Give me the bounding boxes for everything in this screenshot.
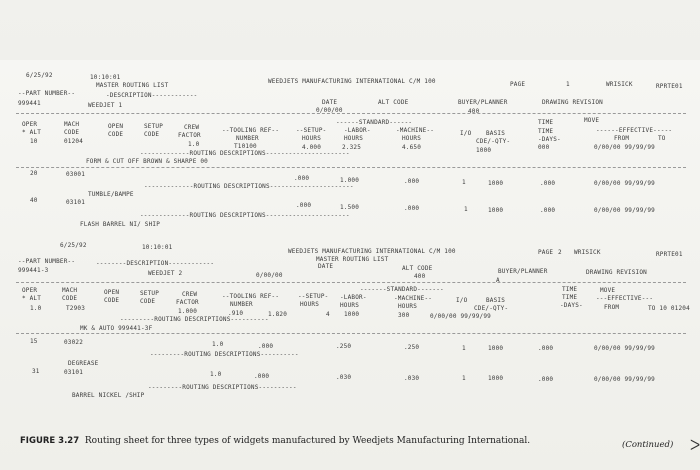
part-number: 999441-3 <box>18 267 49 274</box>
standard-header: -------STANDARD------- <box>360 286 444 293</box>
program-id: RPRTE01 <box>656 251 683 258</box>
machine-header-1: -MACHINE-- <box>394 295 433 302</box>
open-header-1: OPEN <box>104 289 120 296</box>
report-date: 6/25/92 <box>60 242 87 249</box>
oper-number: 31 <box>32 368 40 375</box>
program-id: RPRTE01 <box>656 83 683 90</box>
labor-value: 2.325 <box>342 144 362 151</box>
mach-code: 03001 <box>66 171 86 178</box>
machine-header-1: -MACHINE-- <box>396 127 435 134</box>
time-header-1: TIME <box>538 119 554 126</box>
setup-hours-header-2: HOURS <box>302 135 322 142</box>
header-divider <box>16 113 686 114</box>
routing-description-text: BARREL NICKEL /SHIP <box>72 392 145 399</box>
routing-descriptions-label: -------------ROUTING DESCRIPTIONS---------------------- <box>144 183 354 190</box>
basis-header-1: BASIS <box>486 130 506 137</box>
crew-factor: 1.0 <box>210 371 222 378</box>
machine-header-2: HOURS <box>402 135 422 142</box>
machine-header-2: HOURS <box>398 303 418 310</box>
mach-header-1: MACH <box>62 287 78 294</box>
report-time: 10:10:01 <box>142 244 173 251</box>
company-name: WEEDJETS MANUFACTURING INTERNATIONAL C/M 100 <box>288 248 456 255</box>
labor-io: 4 <box>326 311 330 318</box>
labor-header-1: -LABOR- <box>344 127 371 134</box>
setup-hours: .000 <box>254 373 270 380</box>
header-divider <box>16 282 686 283</box>
description-header: -DESCRIPTION------------ <box>106 92 198 99</box>
move-header: MOVE <box>600 287 616 294</box>
effective-header: ------EFFECTIVE----- <box>596 127 673 134</box>
move-header: MOVE <box>584 117 600 124</box>
mach-value: 01204 <box>64 138 84 145</box>
routing-description-text: MK & AUTO 999441-3F <box>80 325 153 332</box>
routing-description-text: FLASH BARREL NI/ SHIP <box>80 221 161 228</box>
crew-value: 1.0 <box>188 141 200 148</box>
figure-caption <box>20 436 530 446</box>
labor-hours: 1.000 <box>340 177 360 184</box>
oper-header-1: OPER <box>22 121 38 128</box>
tooling-header-1: --TOOLING REF-- <box>222 293 280 300</box>
oper-number: 15 <box>30 338 38 345</box>
part-number-header: --PART NUMBER-- <box>18 258 76 265</box>
standard-header: ------STANDARD------ <box>336 119 413 126</box>
figure-caption-text: Routing sheet for three types of widgets manufactured by Weedjets Manufacturing International. <box>84 436 531 446</box>
part-number-header: --PART NUMBER-- <box>18 90 76 97</box>
page-label: PAGE <box>538 249 554 256</box>
crew-header-1: CREW <box>182 291 198 298</box>
basis-quantity: 1000 <box>488 207 504 214</box>
time-header-1: TIME <box>562 286 578 293</box>
setup-hours-header-1: --SETUP- <box>298 293 329 300</box>
figure-label: FIGURE 3.27 <box>20 436 80 446</box>
mach-header-1: MACH <box>64 121 80 128</box>
routing-descriptions-label: ---------ROUTING DESCRIPTIONS---------- <box>150 351 299 358</box>
routing-descriptions-label: ---------ROUTING DESCRIPTIONS---------- <box>120 316 269 323</box>
basis-header-1: BASIS <box>486 297 506 304</box>
description-header: --------DESCRIPTION------------ <box>96 260 215 267</box>
tooling-value-1: .910 <box>228 310 244 317</box>
routing-description-text: TUMBLE/BAMPE <box>88 191 134 198</box>
drawing-revision-header: DRAWING REVISION <box>586 269 647 276</box>
labor-hours: .250 <box>336 343 352 350</box>
report-time: 10:10:01 <box>90 74 121 81</box>
oper-header-2: * ALT <box>22 129 42 136</box>
alt-code-header: ALT CODE <box>378 99 409 106</box>
time-header-3: -DAYS- <box>538 136 561 143</box>
machine-hours: .000 <box>404 205 420 212</box>
io-value: 1 <box>464 206 468 213</box>
page-number: 1 <box>566 81 570 88</box>
report-date: 6/25/92 <box>26 72 53 79</box>
time-days: .000 <box>538 376 554 383</box>
labor-header-2: HOURS <box>344 135 364 142</box>
labor-header-2: HOURS <box>340 302 360 309</box>
time-days: .000 <box>538 345 554 352</box>
alt-code-value: 400 <box>414 273 426 280</box>
machine-value: 300 <box>398 312 410 319</box>
machine-hours: .250 <box>404 344 420 351</box>
effective-header: ---EFFECTIVE--- <box>596 295 654 302</box>
report-title: MASTER ROUTING LIST <box>316 256 389 263</box>
op-divider <box>16 333 686 334</box>
basis-quantity: 1000 <box>488 375 504 382</box>
company-name: WEEDJETS MANUFACTURING INTERNATIONAL C/M 100 <box>268 78 436 85</box>
setup-code-header-1: SETUP <box>144 123 164 130</box>
report-title: MASTER ROUTING LIST <box>96 82 169 89</box>
io-header: I/O <box>460 130 472 137</box>
routing-descriptions-label: -------------ROUTING DESCRIPTIONS---------------------- <box>140 150 350 157</box>
basis-header-2: CDE/-QTY- <box>476 138 511 145</box>
routing-descriptions-label: -------------ROUTING DESCRIPTIONS---------------------- <box>140 212 350 219</box>
page-label: PAGE <box>510 81 526 88</box>
continued-note: (Continued) <box>622 440 674 450</box>
machine-value: 4.650 <box>402 144 422 151</box>
setup-hours: .000 <box>294 175 310 182</box>
io-value: 1 <box>462 345 466 352</box>
to-header: TO <box>658 135 666 142</box>
setup-hours-header-2: HOURS <box>300 301 320 308</box>
labor-hours: 1.500 <box>340 204 360 211</box>
setup-code-header-2: CODE <box>140 298 156 305</box>
tooling-header-2: NUMBER <box>230 301 253 308</box>
crew-header-1: CREW <box>184 124 200 131</box>
date-header: DATE <box>318 263 334 270</box>
mach-code: 03101 <box>64 369 84 376</box>
setup-hours-value: 4.000 <box>302 144 322 151</box>
effective-dates: 0/00/00 99/99/99 <box>594 345 655 352</box>
from-header: FROM <box>614 135 630 142</box>
mach-code: 03022 <box>64 339 84 346</box>
crew-value: 1.000 <box>178 308 198 315</box>
setup-hours-header-1: --SETUP- <box>296 127 327 134</box>
time-header-3: -DAYS- <box>560 302 583 309</box>
page-edge-chevron-icon: ᐳ <box>690 438 700 454</box>
oper-number: 40 <box>30 197 38 204</box>
labor-header-1: -LABOR- <box>340 294 367 301</box>
setup-hours: .000 <box>296 202 312 209</box>
buyer-planner-header: BUYER/PLANNER <box>498 268 548 275</box>
alt-code-value: 400 <box>468 108 480 115</box>
crew-factor: 1.0 <box>212 341 224 348</box>
open-header-1: OPEN <box>108 123 124 130</box>
effective-dates: 0/00/00 99/99/99 <box>594 144 655 151</box>
tooling-header-1: --TOOLING REF-- <box>222 127 280 134</box>
time-header-2: TIME <box>538 128 554 135</box>
mach-header-2: CODE <box>62 295 78 302</box>
basis-quantity: 1000 <box>488 345 504 352</box>
labor-value: 1000 <box>344 311 360 318</box>
open-header-2: CODE <box>108 131 124 138</box>
routing-descriptions-label: ---------ROUTING DESCRIPTIONS---------- <box>148 384 297 391</box>
date-header: DATE <box>322 99 338 106</box>
io-header: I/O <box>456 297 468 304</box>
crew-header-2: FACTOR <box>176 299 199 306</box>
page-number: 2 <box>558 249 562 256</box>
to-header: TO 10 01204 <box>648 305 690 312</box>
time-header-2: TIME <box>562 294 578 301</box>
tooling-value-2: 1.820 <box>268 311 288 318</box>
machine-hours: .000 <box>404 178 420 185</box>
oper-value: 10 <box>30 138 38 145</box>
effective-dates: 0/00/00 99/99/99 <box>594 180 655 187</box>
effective-dates: 0/00/00 99/99/99 <box>594 207 655 214</box>
buyer-planner-value: A <box>496 277 500 284</box>
basis-quantity: 1000 <box>476 147 492 154</box>
io-value: 1 <box>462 179 466 186</box>
part-date: 0/00/00 <box>256 272 283 279</box>
user-id: WRISICK <box>574 249 601 256</box>
part-description: WEEDJET 1 <box>88 102 123 109</box>
user-id: WRISICK <box>606 81 633 88</box>
basis-header-2: CDE/-QTY- <box>474 305 509 312</box>
setup-code-header-2: CODE <box>144 131 160 138</box>
oper-value: 1.0 <box>30 305 42 312</box>
tooling-value: T10100 <box>234 143 257 150</box>
part-description: WEEDJET 2 <box>148 270 183 277</box>
setup-code-header-1: SETUP <box>140 290 160 297</box>
labor-hours: .030 <box>336 374 352 381</box>
mach-value: T2903 <box>66 305 86 312</box>
part-number: 999441 <box>18 100 41 107</box>
tooling-header-2: NUMBER <box>236 135 259 142</box>
op-divider <box>16 167 686 168</box>
io-value: 1 <box>462 375 466 382</box>
oper-header-2: * ALT <box>22 295 42 302</box>
setup-hours: .000 <box>258 343 274 350</box>
basis-dates: 0/00/00 99/99/99 <box>430 313 491 320</box>
crew-header-2: FACTOR <box>178 132 201 139</box>
time-days: .000 <box>540 180 556 187</box>
part-date: 0/00/00 <box>316 107 343 114</box>
from-header: FROM <box>604 304 620 311</box>
oper-number: 20 <box>30 170 38 177</box>
mach-header-2: CODE <box>64 129 80 136</box>
time-value: 000 <box>538 144 550 151</box>
open-header-2: CODE <box>104 297 120 304</box>
effective-dates: 0/00/00 99/99/99 <box>594 376 655 383</box>
time-days: .000 <box>540 207 556 214</box>
mach-code: 03101 <box>66 199 86 206</box>
machine-hours: .030 <box>404 375 420 382</box>
routing-description-text: DEGREASE <box>68 360 99 367</box>
drawing-revision-header: DRAWING REVISION <box>542 99 603 106</box>
oper-header-1: OPER <box>22 287 38 294</box>
basis-quantity: 1000 <box>488 180 504 187</box>
alt-code-header: ALT CODE <box>402 265 433 272</box>
routing-description-text: FORM & CUT OFF BROWN & SHARPE 00 <box>86 158 208 165</box>
buyer-planner-header: BUYER/PLANNER <box>458 99 508 106</box>
